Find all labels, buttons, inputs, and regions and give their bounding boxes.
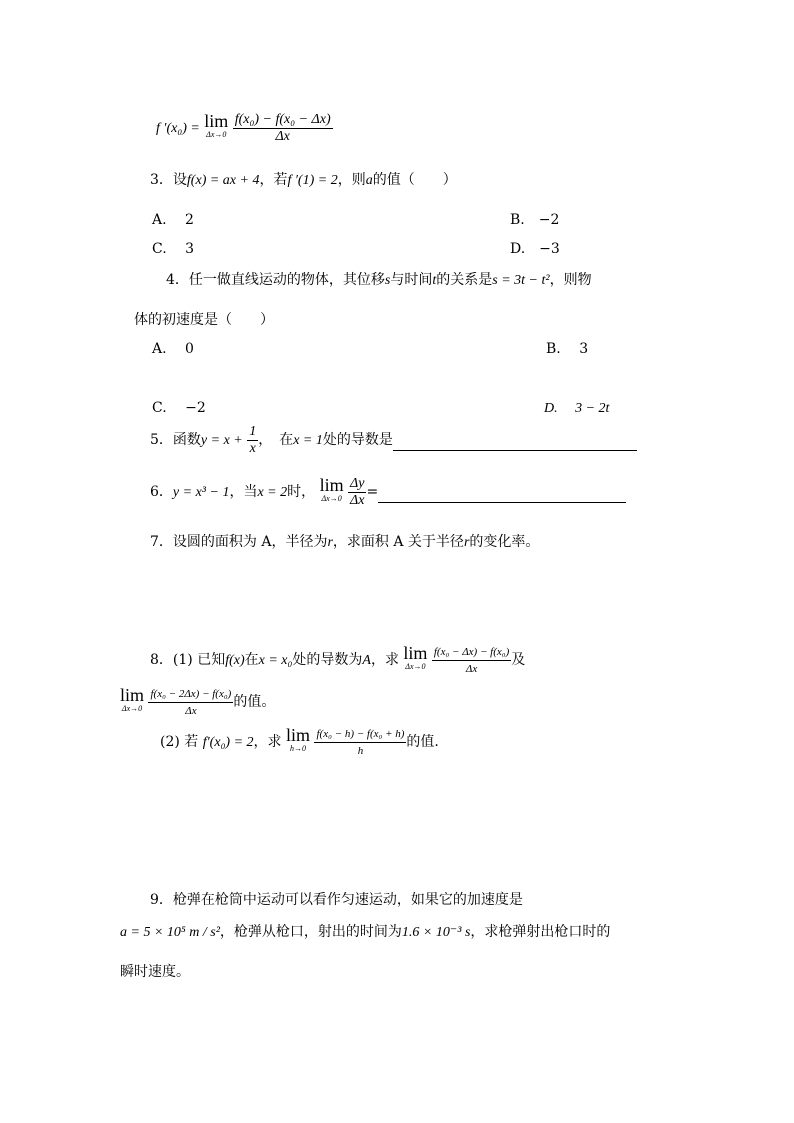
q2-lim: lim Δx→0 bbox=[204, 111, 229, 139]
q4-option-a: A. 0 bbox=[152, 341, 194, 357]
q8-fraction-2: $\frac{\text{f(x₀ − 2Δx) − f(x₀)}}{\Delta x}$ bbox=[150, 687, 232, 717]
q2-lhs: f ′(x₀) = bbox=[156, 121, 200, 136]
q3-option-b: B. −2 bbox=[510, 212, 560, 228]
q9-question-line1: 9．枪弹在枪筒中运动可以看作匀速运动，如果它的加速度是 bbox=[150, 892, 523, 908]
q8-fraction-3: $\frac{\text{f(x₀ − h) − f(x₀ + h)}}{h}$ bbox=[316, 727, 405, 757]
q6-fraction: $\frac{\Delta y}{\Delta x}$ bbox=[350, 475, 365, 508]
q3-option-a: A. 2 bbox=[152, 212, 194, 228]
q4-option-d: D. 3 − 2t bbox=[544, 401, 610, 416]
q5-fraction: $\frac{1}{x}$ bbox=[249, 423, 257, 456]
q2-formula bbox=[156, 108, 333, 149]
q6-answer-blank[interactable] bbox=[378, 482, 626, 503]
q6-question: 6．y = x³ − 1，当x = 2时， lim Δx→0 $\frac{\Delta y}{\Delta x}$ = bbox=[150, 472, 626, 513]
q3-option-c: C. 3 bbox=[152, 241, 195, 257]
q4-question: 4．任一做直线运动的物体，其位移s与时间t的关系是s = 3t − t²，则物 bbox=[166, 272, 592, 288]
q8-question-line2: lim Δx→0 $\frac{\text{f(x₀ − 2Δx) − f(x₀)}}{\Delta x}$ 的值。 bbox=[120, 685, 276, 717]
q5-question: 5．函数y = x + $\frac{1}{x}$ ， 在x = 1处的导数是 bbox=[150, 420, 637, 461]
q2-fraction: $\frac{\text{f(x₀) − f(x₀ − Δx)}}{\Delta x}$ bbox=[234, 111, 331, 144]
q4-question-line2: 体的初速度是（ ） bbox=[134, 312, 274, 328]
q4-option-c: C. −2 bbox=[152, 400, 206, 416]
q3-option-d: D. −3 bbox=[510, 241, 560, 257]
q9-question-line2: a = 5 × 10⁵ m / s²，枪弹从枪口，射出的时间为1.6 × 10⁻³ s，求枪弹射出枪口时的 bbox=[120, 924, 611, 940]
q8-part2: (2) 若 f′(x₀) = 2，求 lim h→0 $\frac{\text{f(x₀ − h) − f(x₀ + h)}}{h}$ 的值. bbox=[160, 725, 439, 757]
q7-question: 7．设圆的面积为 A，半径为r，求面积 A 关于半径r的变化率。 bbox=[150, 534, 540, 550]
q3-question: 3．设f(x) = ax + 4，若f ′(1) = 2，则a的值（ ） bbox=[150, 172, 457, 188]
q8-fraction-1: $\frac{\text{f(x₀ − Δx) − f(x₀)}}{\Delta x}$ bbox=[433, 645, 510, 675]
q9-question-line3: 瞬时速度。 bbox=[120, 964, 190, 980]
q5-answer-blank[interactable] bbox=[393, 430, 637, 451]
q4-option-b: B. 3 bbox=[546, 341, 589, 357]
q6-lim: lim Δx→0 bbox=[319, 475, 344, 503]
q8-question: 8．(1) 已知f(x)在x = x₀处的导数为A，求 lim Δx→0 $\frac{\text{f(x₀ − Δx) − f(x₀)}}{\Delta x}$ 及 bbox=[150, 643, 526, 675]
